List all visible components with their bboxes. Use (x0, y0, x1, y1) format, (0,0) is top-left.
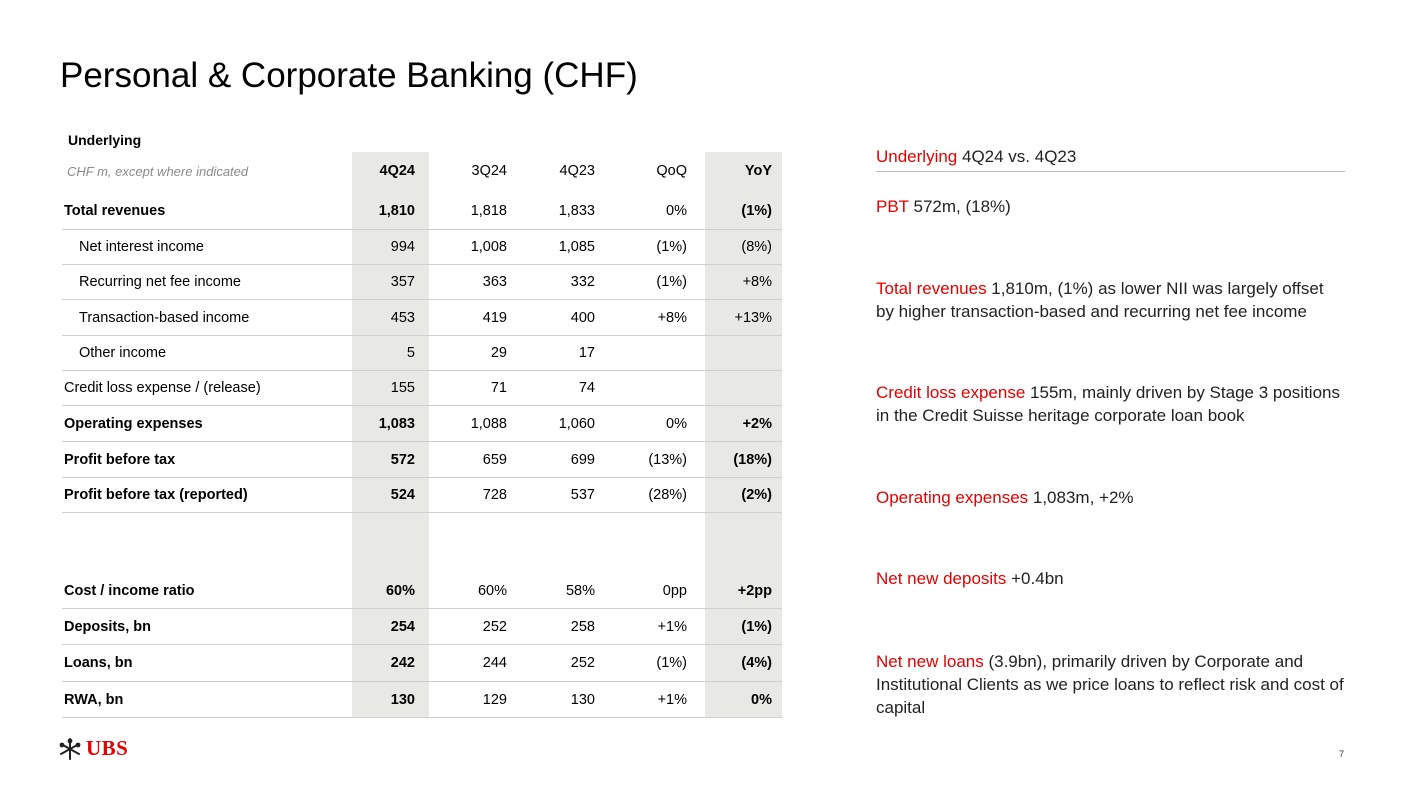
cell-3q24: 728 (482, 487, 507, 503)
row-label: Recurring net fee income (79, 274, 241, 290)
cell-yoy: +8% (742, 274, 772, 290)
row-label: Total revenues (64, 202, 166, 219)
commentary-item-label: Operating expenses (876, 488, 1029, 507)
cell-4q23: 74 (578, 380, 595, 396)
section-label: Underlying (68, 132, 142, 148)
keys-icon (58, 737, 82, 761)
table-row (62, 682, 782, 718)
cell-yoy: (1%) (741, 618, 772, 635)
cell-3q24: 1,818 (470, 202, 507, 219)
cell-3q24: 363 (482, 274, 507, 290)
ubs-logo (58, 736, 128, 761)
table-row (62, 645, 782, 682)
commentary-item-text: (3.9bn), primarily driven by Corporate and Institutional Clients as we price loans to reflect risk and cost of capital (876, 652, 1344, 717)
row-label: Other income (79, 345, 167, 361)
commentary-item (876, 486, 1346, 509)
cell-4q24: 524 (390, 487, 415, 503)
page-title: Personal & Corporate Banking (CHF) (60, 56, 638, 95)
cell-4q24: 1,083 (378, 415, 415, 432)
row-label: Net interest income (79, 239, 204, 255)
cell-4q23: 58% (565, 582, 595, 599)
cell-qoq: 0pp (662, 582, 687, 599)
commentary-item-text: 572m, (18%) (908, 197, 1011, 216)
commentary-item (876, 567, 1346, 590)
cell-3q24: 244 (482, 655, 507, 671)
cell-4q24: 130 (390, 691, 415, 708)
cell-4q24: 994 (390, 239, 415, 255)
cell-4q24: 572 (390, 451, 415, 468)
cell-4q23: 1,060 (558, 415, 595, 432)
table-row (62, 573, 782, 609)
cell-4q24: 453 (390, 309, 415, 326)
cell-qoq: +8% (657, 309, 687, 326)
cell-3q24: 129 (482, 691, 507, 708)
commentary-item (876, 381, 1346, 427)
row-label: Cost / income ratio (64, 582, 195, 599)
cell-4q23: 252 (570, 655, 595, 671)
commentary-item-label: Net new loans (876, 652, 984, 671)
cell-3q24: 71 (490, 380, 507, 396)
row-label: Loans, bn (64, 655, 133, 671)
table-row (62, 406, 782, 442)
cell-4q24: 155 (390, 380, 415, 396)
commentary-item-label: Net new deposits (876, 569, 1007, 588)
table-row (62, 609, 782, 645)
cell-yoy: (8%) (741, 239, 772, 255)
commentary-header-red: Underlying (876, 147, 958, 166)
cell-yoy: +2pp (737, 582, 772, 599)
cell-yoy: +13% (734, 309, 772, 326)
cell-4q24: 5 (406, 345, 415, 361)
row-label: Operating expenses (64, 415, 203, 432)
cell-qoq: +1% (657, 691, 687, 708)
cell-3q24: 419 (482, 309, 507, 326)
page-number: 7 (1339, 749, 1345, 759)
commentary-item-label: Credit loss expense (876, 383, 1026, 402)
col-header-3q24: 3Q24 (471, 163, 507, 179)
commentary-item-text: 1,810m, (1%) as lower NII was largely offset by higher transaction-based and recurring net fee income (876, 279, 1324, 321)
cell-qoq: (1%) (656, 274, 687, 290)
cell-qoq: 0% (666, 415, 687, 432)
cell-3q24: 659 (482, 451, 507, 468)
cell-4q24: 60% (385, 582, 415, 599)
cell-qoq: (13%) (648, 451, 687, 468)
row-label: Transaction-based income (79, 309, 250, 326)
cell-qoq: +1% (657, 618, 687, 635)
cell-yoy: +2% (742, 415, 772, 432)
table-row (62, 478, 782, 513)
row-label: RWA, bn (64, 691, 124, 708)
commentary-header (876, 145, 1345, 172)
cell-4q23: 130 (570, 691, 595, 708)
col-header-4q23: 4Q23 (559, 163, 595, 179)
row-label: Deposits, bn (64, 618, 152, 635)
cell-4q23: 1,085 (558, 239, 595, 255)
row-label: Profit before tax (64, 451, 176, 468)
cell-4q24: 357 (390, 274, 415, 290)
cell-4q24: 254 (390, 618, 415, 635)
table-row (62, 371, 782, 406)
col-header-yoy: YoY (744, 163, 772, 179)
cell-4q23: 1,833 (558, 202, 595, 219)
commentary-panel (876, 145, 1346, 717)
cell-4q23: 699 (570, 451, 595, 468)
commentary-item-label: Total revenues (876, 279, 987, 298)
cell-3q24: 1,008 (470, 239, 507, 255)
commentary-item-text: 1,083m, +2% (1028, 488, 1134, 507)
cell-4q23: 332 (570, 274, 595, 290)
commentary-header-rest: 4Q24 vs. 4Q23 (957, 147, 1077, 166)
cell-yoy: (2%) (741, 487, 772, 503)
commentary-item (876, 277, 1346, 323)
cell-qoq: 0% (666, 202, 687, 219)
cell-4q23: 17 (578, 345, 595, 361)
col-header-qoq: QoQ (656, 163, 687, 179)
table-header-row (62, 152, 782, 190)
cell-4q24: 1,810 (378, 202, 415, 219)
cell-qoq: (1%) (656, 655, 687, 671)
table-row (62, 300, 782, 336)
cell-3q24: 252 (482, 618, 507, 635)
table-row (62, 230, 782, 265)
cell-4q24: 242 (390, 655, 415, 671)
row-label: Credit loss expense / (release) (64, 380, 261, 396)
col-header-4q24: 4Q24 (379, 163, 415, 179)
cell-3q24: 29 (490, 345, 507, 361)
cell-qoq: (28%) (648, 487, 687, 503)
row-label: Profit before tax (reported) (64, 487, 248, 503)
table-row (62, 442, 782, 478)
cell-4q23: 258 (570, 618, 595, 635)
cell-yoy: (18%) (733, 451, 772, 468)
commentary-item-text: +0.4bn (1006, 569, 1064, 588)
logo-text: UBS (86, 736, 129, 760)
table-row (62, 192, 782, 230)
cell-4q23: 400 (570, 309, 595, 326)
table-subheader: CHF m, except where indicated (67, 163, 249, 179)
cell-3q24: 1,088 (470, 415, 507, 432)
cell-4q23: 537 (570, 487, 595, 503)
commentary-item (876, 650, 1346, 719)
cell-yoy: (4%) (741, 655, 772, 671)
commentary-item (876, 195, 1346, 218)
cell-3q24: 60% (477, 582, 507, 599)
cell-yoy: 0% (751, 691, 772, 708)
commentary-item-text: 155m, mainly driven by Stage 3 positions in the Credit Suisse heritage corporate loan book (876, 383, 1340, 425)
table-row (62, 265, 782, 300)
commentary-item-label: PBT (876, 197, 909, 216)
table-row (62, 336, 782, 371)
cell-qoq: (1%) (656, 239, 687, 255)
cell-yoy: (1%) (741, 202, 772, 219)
